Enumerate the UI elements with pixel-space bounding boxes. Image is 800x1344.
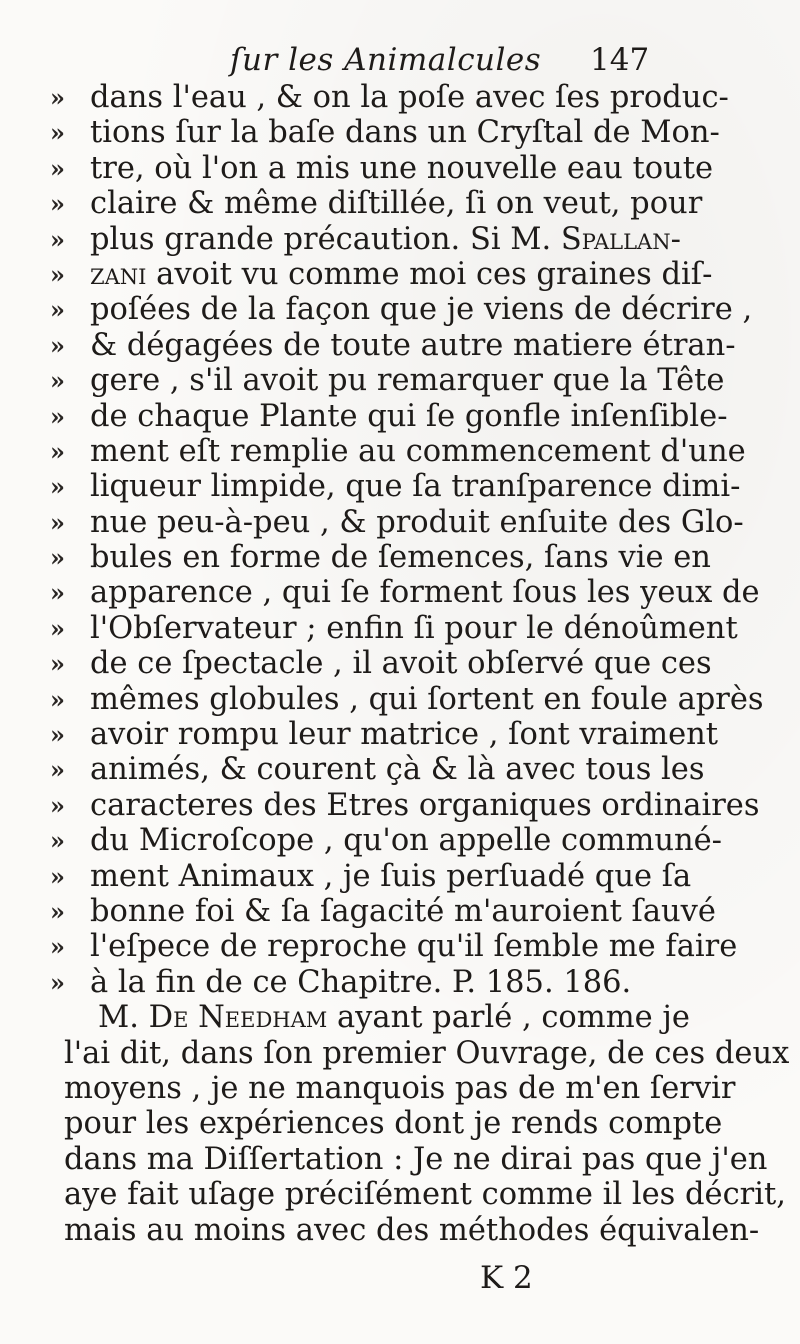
- quoted-line: [0, 752, 800, 787]
- line-text: mais au moins avec des méthodes équivalen-: [64, 1212, 760, 1248]
- line-text: apparence , qui ſe forment ſous les yeux de: [90, 575, 760, 611]
- author-name-smallcaps: De Needham: [148, 1000, 328, 1036]
- line-text: de chaque Plante qui ſe gonfle inſenſible-: [90, 398, 728, 434]
- quote-mark: »: [50, 755, 65, 785]
- line-text: dans l'eau , & on la poſe avec ſes produc-: [90, 80, 729, 115]
- quoted-line: [0, 859, 800, 894]
- quote-mark: »: [50, 118, 65, 148]
- paragraph-line: [0, 1000, 800, 1035]
- quoted-line: [0, 575, 800, 610]
- quote-mark: »: [50, 401, 65, 431]
- author-name-smallcaps: Spallan-: [560, 221, 681, 257]
- line-text: à la fin de ce Chapitre. P. 185. 186.: [90, 964, 632, 1000]
- line-text: l'eſpece de reproche qu'il ſemble me faire: [90, 929, 738, 965]
- quote-mark: »: [50, 330, 65, 360]
- line-text: liqueur limpide, que ſa tranſparence dimi-: [90, 469, 741, 505]
- quote-mark: »: [50, 83, 65, 112]
- page-number: 147: [590, 42, 650, 78]
- quoted-line: [0, 788, 800, 823]
- line-text: ment eſt remplie au commencement d'une: [90, 433, 746, 469]
- line-text: animés, & courent çà & là avec tous les: [90, 752, 705, 788]
- line-text-part: plus grande précaution. Si M.: [90, 221, 561, 257]
- quote-mark: »: [50, 543, 65, 573]
- quote-mark: »: [50, 366, 65, 396]
- line-text: [98, 1000, 690, 1036]
- line-text: tre, où l'on a mis une nouvelle eau toute: [90, 150, 714, 186]
- quote-mark: »: [50, 649, 65, 679]
- line-text: claire & même diſtillée, ſi on veut, pour: [90, 186, 703, 222]
- line-text: bonne foi & ſa ſagacité m'auroient ſauvé: [90, 893, 716, 929]
- line-text: gere , s'il avoit pu remarquer que la Tête: [90, 363, 725, 399]
- line-text: [90, 256, 713, 292]
- quoted-line: [0, 222, 800, 257]
- line-text: du Microſcope , qu'on appelle communé-: [90, 823, 722, 859]
- quoted-line: [0, 894, 800, 929]
- line-text: aye fait uſage préciſément comme il les décrit,: [64, 1177, 786, 1213]
- line-text: caracteres des Etres organiques ordinaires: [90, 787, 760, 823]
- quote-mark: »: [50, 153, 65, 183]
- quoted-line: [0, 363, 800, 398]
- quoted-line: [0, 505, 800, 540]
- line-text-part: M.: [98, 1000, 149, 1036]
- quoted-line: [0, 186, 800, 221]
- quote-mark: »: [50, 684, 65, 714]
- quote-mark: »: [50, 472, 65, 502]
- quote-mark: »: [50, 932, 65, 962]
- paragraph-line: [0, 1213, 800, 1248]
- quote-mark: »: [50, 507, 65, 537]
- paragraph-line: [0, 1106, 800, 1141]
- quoted-line: [0, 682, 800, 717]
- quoted-line: [0, 151, 800, 186]
- quoted-line: [0, 328, 800, 363]
- line-text: tions ſur la baſe dans un Cryſtal de Mon-: [90, 115, 720, 151]
- quoted-line: [0, 80, 800, 115]
- quote-mark: »: [50, 861, 65, 891]
- quote-mark: »: [50, 720, 65, 750]
- quoted-line: [0, 257, 800, 292]
- quoted-line: [0, 929, 800, 964]
- author-name-smallcaps: zani: [90, 256, 147, 292]
- page-body: [0, 80, 800, 1248]
- line-text: poſées de la façon que je viens de décrire ,: [90, 292, 753, 328]
- quote-mark: »: [50, 896, 65, 926]
- quoted-line: [0, 292, 800, 327]
- line-text: de ce ſpectacle , il avoit obſervé que ces: [90, 646, 712, 682]
- line-text-part: ayant parlé , comme je: [327, 1000, 690, 1036]
- line-text: avoir rompu leur matrice , ſont vraiment: [90, 717, 719, 753]
- quoted-line: [0, 540, 800, 575]
- quoted-line: [0, 717, 800, 752]
- page-header: [0, 36, 800, 86]
- quote-mark: »: [50, 790, 65, 820]
- quoted-line: [0, 646, 800, 681]
- paragraph-line: [0, 1071, 800, 1106]
- line-text: nue peu-à-peu , & produit enſuite des Glo-: [90, 504, 744, 540]
- quoted-line: [0, 399, 800, 434]
- quote-mark: »: [50, 224, 65, 254]
- paragraph-line: [0, 1036, 800, 1071]
- paragraph: [0, 1000, 800, 1248]
- quoted-line: [0, 469, 800, 504]
- quote-mark: »: [50, 613, 65, 643]
- line-text: [90, 221, 681, 257]
- line-text: l'ai dit, dans ſon premier Ouvrage, de ces deux: [64, 1035, 790, 1071]
- paragraph-line: [0, 1142, 800, 1177]
- quote-mark: »: [50, 578, 65, 608]
- quote-mark: »: [50, 967, 65, 997]
- signature-mark: K 2: [480, 1260, 533, 1296]
- quoted-line: [0, 823, 800, 858]
- line-text: l'Obſervateur ; enfin ſi pour le dénoûment: [90, 610, 738, 646]
- quote-mark: »: [50, 436, 65, 466]
- paragraph-line: [0, 1177, 800, 1212]
- line-text: pour les expériences dont je rends compte: [64, 1106, 723, 1142]
- line-text: bules en forme de ſemences, ſans vie en: [90, 540, 711, 576]
- line-text: ment Animaux , je ſuis perſuadé que ſa: [90, 858, 692, 894]
- quoted-line: [0, 115, 800, 150]
- quoted-line: [0, 611, 800, 646]
- line-text: & dégagées de toute autre matiere étran-: [90, 327, 736, 363]
- line-text: mêmes globules , qui ſortent en foule après: [90, 681, 764, 717]
- running-head: ſur les Animalcules: [230, 42, 542, 78]
- line-text-part: avoit vu comme moi ces graines diſ-: [146, 256, 713, 292]
- quote-mark: »: [50, 259, 65, 289]
- line-text: dans ma Diſſertation : Je ne dirai pas que j'en: [64, 1141, 768, 1177]
- line-text: moyens , je ne manquois pas de m'en ſervir: [64, 1070, 736, 1106]
- quote-mark: »: [50, 826, 65, 856]
- quote-mark: »: [50, 295, 65, 325]
- quote-mark: »: [50, 189, 65, 219]
- quoted-line: [0, 434, 800, 469]
- quoted-line: [0, 965, 800, 1000]
